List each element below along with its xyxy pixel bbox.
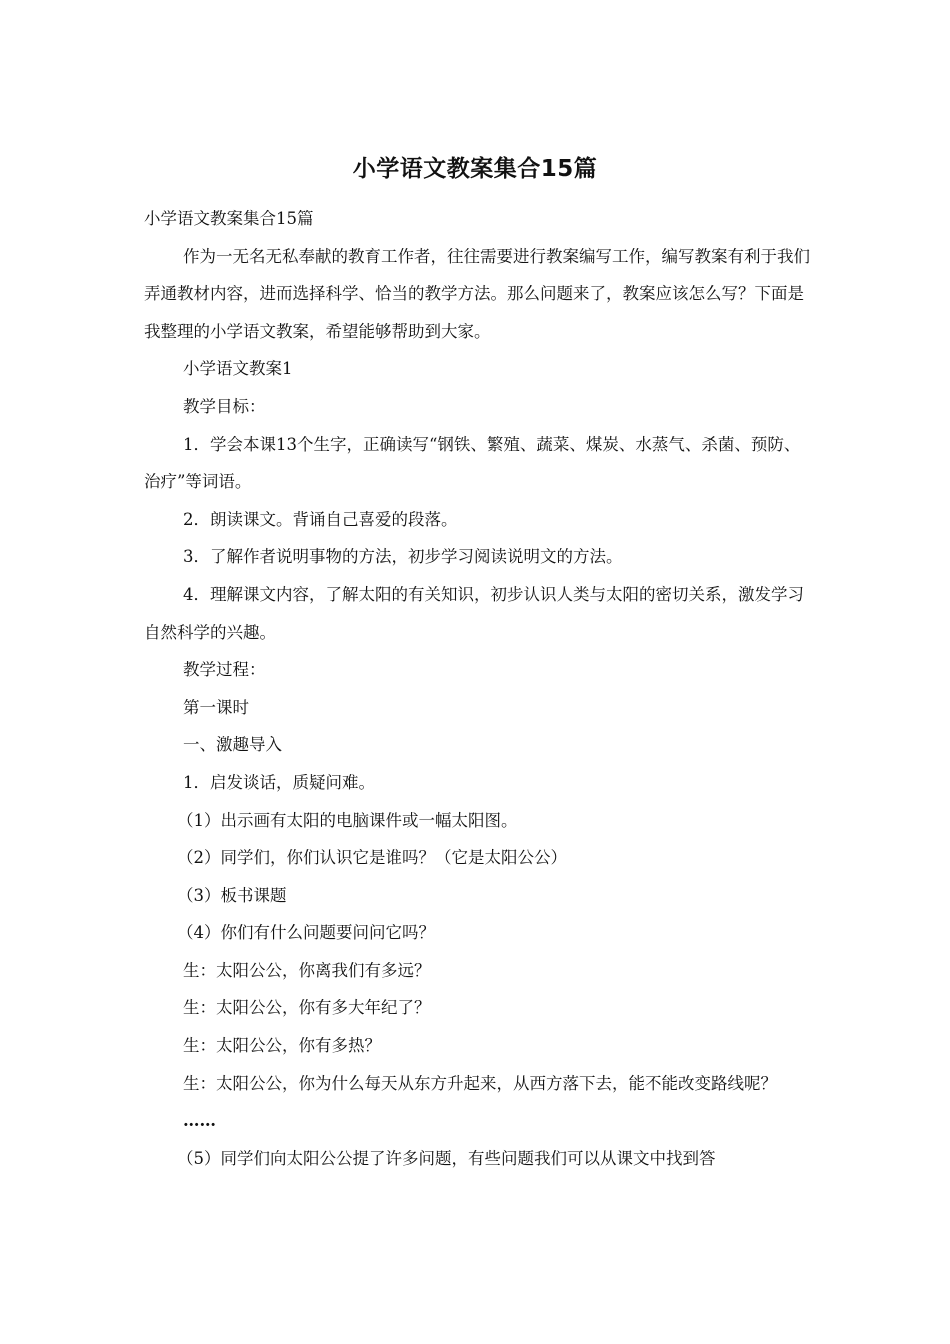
sub-step-item: （3）板书课题: [177, 885, 287, 905]
goal-item: 1．学会本课13个生字，正确读写“钢铁、繁殖、蔬菜、煤炭、水蒸气、杀菌、预防、治疗”等词语。: [144, 434, 801, 492]
step-item: 1．启发谈话，质疑问难。: [183, 772, 375, 792]
ellipsis-line: ……: [183, 1111, 216, 1131]
sub-step-item: （1）出示画有太阳的电脑课件或一幅太阳图。: [177, 810, 518, 830]
goal-item: 2．朗读课文。背诵自己喜爱的段落。: [183, 509, 458, 529]
sub-step-item: （4）你们有什么问题要问问它吗？: [177, 923, 435, 943]
student-line: 生：太阳公公，你有多热？: [183, 1036, 381, 1056]
intro-paragraph: 作为一无名无私奉献的教育工作者，往往需要进行教案编写工作，编写教案有利于我们弄通教材内容，进而选择科学、恰当的教学方法。那么问题来了，教案应该怎么写？下面是我整理的小学语文教案，希望能够帮助到大家。: [144, 246, 810, 341]
subtitle-line: 小学语文教案集合15篇: [144, 209, 314, 228]
step-heading: 一、激趣导入: [183, 735, 282, 755]
process-heading: 教学过程：: [183, 660, 266, 680]
sub-step-item: （5）同学们向太阳公公提了许多问题，有些问题我们可以从课文中找到答: [177, 1148, 716, 1168]
goal-item: 4．理解课文内容，了解太阳的有关知识，初步认识人类与太阳的密切关系，激发学习自然科学的兴趣。: [144, 584, 804, 642]
student-line: 生：太阳公公，你离我们有多远？: [183, 960, 431, 980]
document-body: [144, 200, 812, 1177]
section-heading: 小学语文教案1: [183, 359, 293, 379]
goals-heading: 教学目标：: [183, 396, 266, 416]
student-line: 生：太阳公公，你有多大年纪了？: [183, 998, 431, 1018]
page-title: 小学语文教案集合15篇: [352, 156, 598, 182]
student-line: 生：太阳公公，你为什么每天从东方升起来，从西方落下去，能不能改变路线呢？: [183, 1073, 777, 1093]
sub-step-item: （2）同学们，你们认识它是谁吗？（它是太阳公公）: [177, 848, 567, 868]
goal-item: 3．了解作者说明事物的方法，初步学习阅读说明文的方法。: [183, 547, 623, 567]
lesson-heading: 第一课时: [183, 697, 249, 717]
